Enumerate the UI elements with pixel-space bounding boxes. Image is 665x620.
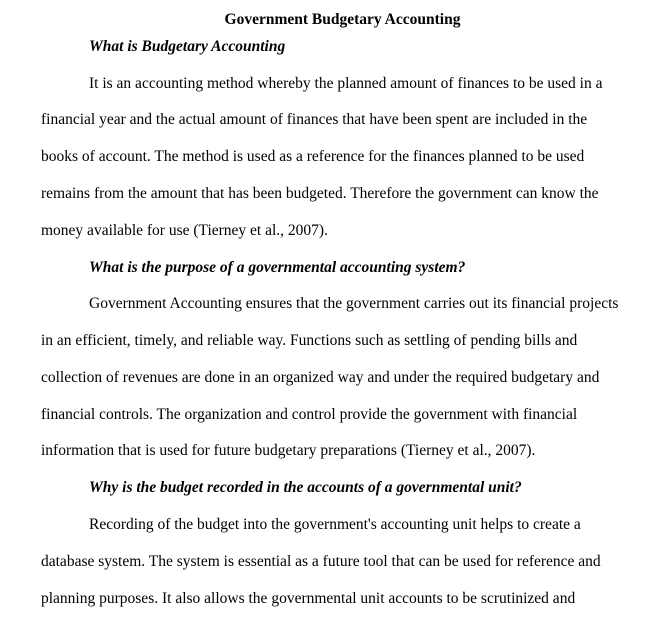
section-heading: What is the purpose of a governmental accounting system?: [89, 259, 466, 276]
paragraph-line: money available for use (Tierney et al., 2007).: [41, 222, 328, 239]
paragraph-line: It is an accounting method whereby the planned amount of finances to be used in a: [89, 75, 603, 92]
paragraph-line: planning purposes. It also allows the governmental unit accounts to be scrutinized and: [41, 590, 576, 607]
paragraph-line: remains from the amount that has been budgeted. Therefore the government can know the: [41, 185, 599, 202]
paragraph-line: Recording of the budget into the government's accounting unit helps to create a: [89, 516, 581, 533]
document-title: Government Budgetary Accounting: [224, 11, 461, 28]
paragraph-line: financial year and the actual amount of finances that have been spent are included in the: [41, 111, 588, 128]
paragraph-line: collection of revenues are done in an organized way and under the required budgetary and: [41, 369, 600, 386]
paragraph-line: database system. The system is essential as a future tool that can be used for reference and: [41, 553, 601, 570]
paragraph-line: financial controls. The organization and control provide the government with financial: [41, 406, 578, 423]
paragraph-line: information that is used for future budgetary preparations (Tierney et al., 2007).: [41, 442, 536, 459]
paragraph-line: Government Accounting ensures that the government carries out its financial projects: [89, 295, 619, 312]
paragraph-line: in an efficient, timely, and reliable way. Functions such as settling of pending bills and: [41, 332, 578, 349]
section-heading: What is Budgetary Accounting: [89, 38, 286, 55]
paragraph-line: books of account. The method is used as a reference for the finances planned to be used: [41, 148, 585, 165]
section-heading: Why is the budget recorded in the accounts of a governmental unit?: [89, 479, 522, 496]
